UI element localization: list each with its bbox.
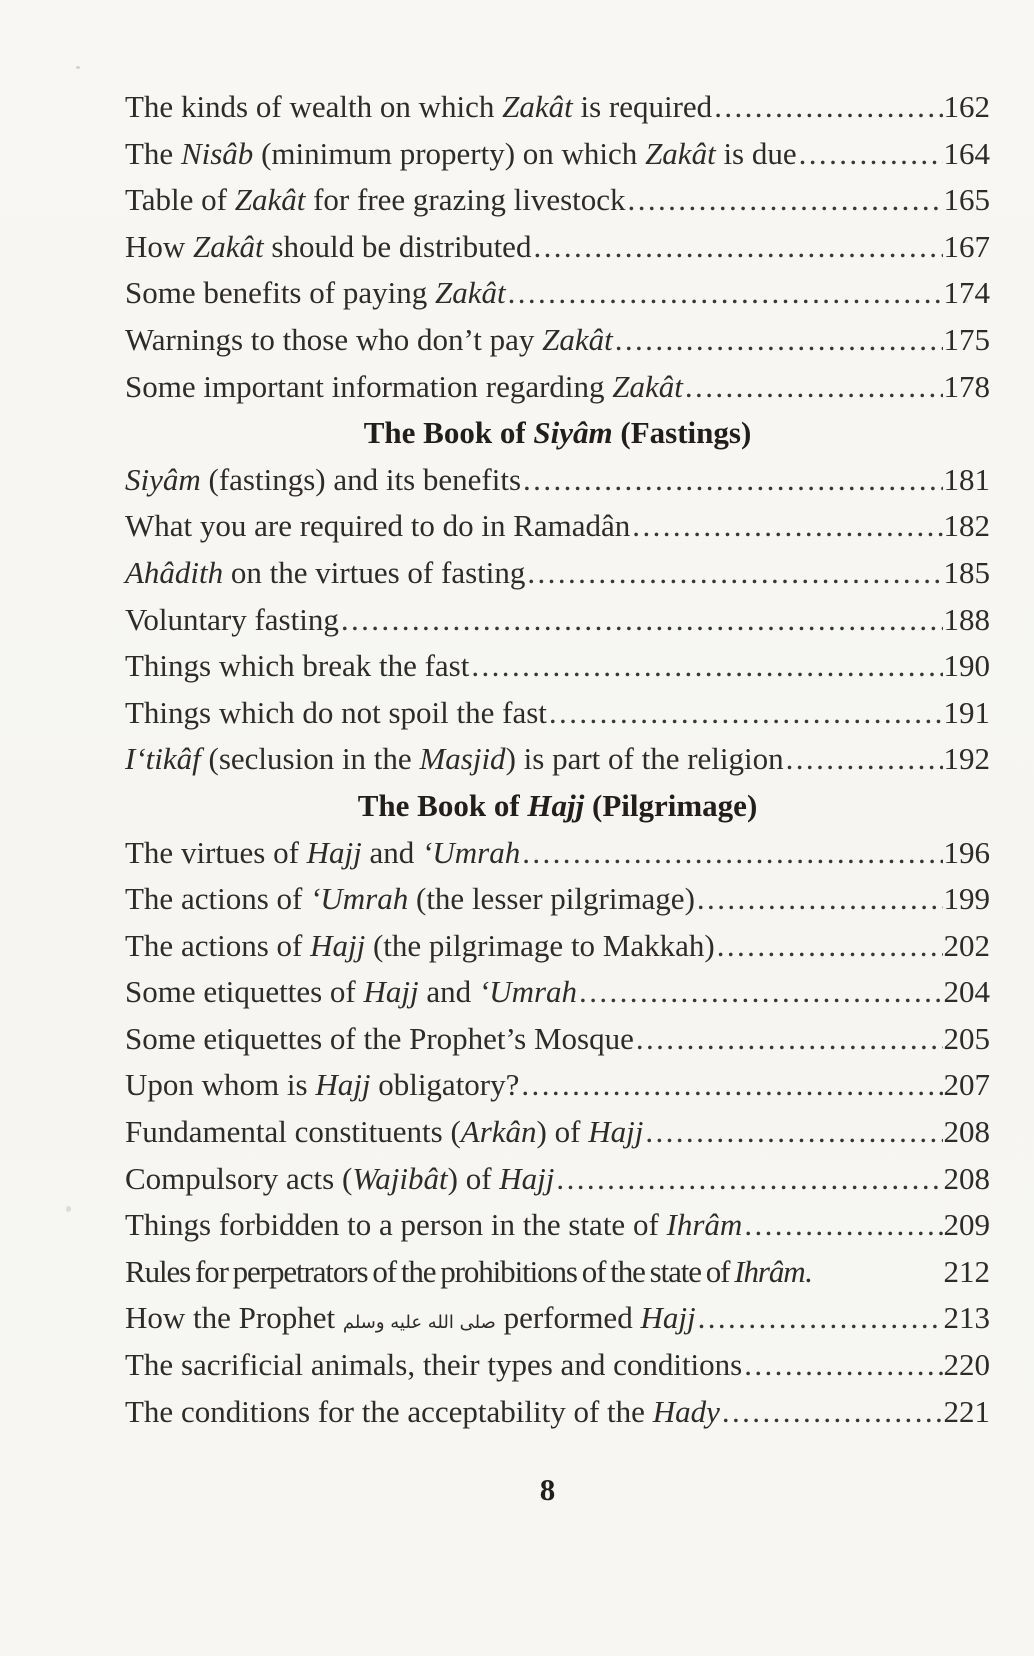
italic-term: Arkân: [460, 1114, 537, 1150]
dot-leader: [697, 876, 943, 923]
toc-entry-page: 202: [943, 927, 990, 963]
toc-entry-title: Siyâm (fastings) and its benefits: [125, 461, 522, 497]
dot-leader: [698, 1295, 943, 1342]
toc-entry: [125, 1016, 990, 1063]
toc-entry: [125, 1156, 990, 1203]
italic-term: Ihrâm: [734, 1253, 805, 1289]
toc-entry: [125, 1249, 990, 1296]
toc-entry-title: Things forbidden to a person in the state of Ihrâm: [125, 1207, 743, 1243]
toc-entry-title: Rules for perpetrators of the prohibitions of the state of Ihrâm.: [125, 1253, 812, 1289]
toc-entry-page: 190: [943, 648, 990, 684]
toc-entry: [125, 224, 990, 271]
toc-entry-page: 164: [943, 135, 990, 171]
dot-leader: [685, 364, 943, 411]
toc-entry-page: 207: [943, 1067, 990, 1103]
dot-leader: [471, 643, 942, 690]
italic-term: ‘Umrah: [422, 834, 521, 870]
italic-term: Zakât: [434, 275, 506, 311]
toc-entry-title: Things which do not spoil the fast: [125, 694, 547, 730]
dot-leader: [521, 1062, 942, 1109]
italic-term: Zakât: [645, 135, 716, 171]
toc-entry-title: I‘tikâf (seclusion in the Masjid) is part of the religion: [125, 741, 784, 777]
dot-leader: [744, 1342, 942, 1389]
scan-artifact: [66, 1206, 71, 1212]
toc-entry-page: 162: [943, 89, 990, 124]
toc-entry: [125, 969, 990, 1016]
dot-leader: [786, 736, 943, 783]
toc-entry: [125, 131, 990, 178]
dot-leader: [645, 1109, 942, 1156]
dot-leader: [636, 1016, 943, 1063]
dot-leader: [615, 317, 943, 364]
toc-entry-page: 182: [943, 508, 990, 544]
toc-entry-page: 175: [943, 321, 990, 357]
italic-term: Hajj: [315, 1067, 371, 1103]
italic-term: Hajj: [306, 834, 362, 870]
toc-entry-title: The conditions for the acceptability of the Hady: [125, 1393, 720, 1429]
dot-leader: [799, 131, 943, 178]
toc-entry: [125, 643, 990, 690]
toc-entry-page: 213: [943, 1300, 990, 1336]
dot-leader: [522, 830, 942, 877]
toc-entry-title: Some etiquettes of Hajj and ‘Umrah: [125, 974, 578, 1010]
toc-entry: [125, 690, 990, 737]
toc-entry-page: 192: [943, 741, 990, 777]
toc-entry: [125, 1202, 990, 1249]
toc-entry-page: 221: [943, 1393, 990, 1429]
italic-term: Hajj: [640, 1300, 696, 1336]
toc-entry-title: Upon whom is Hajj obligatory?: [125, 1067, 520, 1103]
italic-term: Hajj: [310, 927, 366, 963]
toc-entry-page: 185: [943, 554, 990, 590]
italic-term: Siyâm: [533, 415, 613, 451]
dot-leader: [722, 1389, 943, 1436]
dot-leader: [508, 270, 943, 317]
toc-entry-page: 208: [943, 1114, 990, 1150]
toc-entry-title: Compulsory acts (Wajibât) of Hajj: [125, 1160, 555, 1196]
toc-entry: [125, 597, 990, 644]
toc-entry: [125, 1342, 990, 1389]
toc-entry: [125, 457, 990, 504]
toc-entry: [125, 177, 990, 224]
dot-leader: [628, 177, 943, 224]
toc-entry: [125, 1389, 990, 1436]
toc-entry-title: Table of Zakât for free grazing livestock: [125, 182, 626, 218]
dot-leader: [533, 224, 942, 271]
page-number: 8: [539, 1472, 556, 1507]
toc-entry: [125, 1062, 990, 1109]
toc-entry-title: The kinds of wealth on which Zakât is required: [125, 89, 713, 124]
toc-entry-page: 167: [943, 228, 990, 264]
italic-term: Zakât: [502, 89, 573, 124]
toc-entry-page: 208: [943, 1160, 990, 1196]
toc-entry-title: How Zakât should be distributed: [125, 228, 532, 264]
toc-section-heading: The Book of Hajj (Pilgrimage): [357, 787, 758, 823]
toc-entry-page: 212: [943, 1253, 990, 1289]
scan-artifact: [76, 66, 80, 69]
toc-entry: [125, 736, 990, 783]
italic-term: Hajj: [499, 1160, 555, 1196]
toc-entry-page: 174: [943, 275, 990, 311]
toc-entry-title: The actions of ‘Umrah (the lesser pilgrimage): [125, 881, 695, 917]
toc-entry: [125, 550, 990, 597]
toc-entry-page: 178: [943, 368, 990, 404]
toc-entry-title: Warnings to those who don’t pay Zakât: [125, 321, 613, 357]
toc-entry-title: Ahâdith on the virtues of fasting: [125, 554, 526, 590]
toc-entry-page: 220: [943, 1347, 990, 1383]
italic-term: Hajj: [527, 787, 585, 823]
italic-term: Hajj: [363, 974, 419, 1010]
dot-leader: [714, 84, 942, 131]
dot-leader: [549, 690, 943, 737]
toc-entry-title: Fundamental constituents (Arkân) of Hajj: [125, 1114, 644, 1150]
dot-leader: [341, 597, 943, 644]
italic-term: Hady: [652, 1393, 720, 1429]
toc-entry: [125, 923, 990, 970]
arabic-honorific: صلى الله عليه وسلم: [342, 1312, 496, 1334]
toc-entry-page: 205: [943, 1020, 990, 1056]
italic-term: Nisâb: [180, 135, 254, 171]
table-of-contents: [125, 84, 990, 1435]
italic-term: I‘tikâf: [125, 741, 201, 777]
toc-entry-page: 165: [943, 182, 990, 218]
italic-term: Wajibât: [352, 1160, 448, 1196]
toc-entry-page: 181: [943, 461, 990, 497]
toc-entry-title: The Nisâb (minimum property) on which Zakât is due: [125, 135, 797, 171]
italic-term: Ahâdith: [125, 554, 224, 590]
toc-entry: [125, 270, 990, 317]
italic-term: Masjid: [419, 741, 506, 777]
italic-term: Hajj: [588, 1114, 644, 1150]
toc-entry-title: Things which break the fast: [125, 648, 470, 684]
dot-leader: [527, 550, 942, 597]
dot-leader: [523, 457, 942, 504]
toc-entry-page: 191: [943, 694, 990, 730]
dot-leader: [556, 1156, 942, 1203]
dot-leader: [717, 923, 943, 970]
toc-entry-title: Some etiquettes of the Prophet’s Mosque: [125, 1020, 634, 1056]
italic-term: Zakât: [542, 321, 613, 357]
toc-entry: [125, 317, 990, 364]
toc-entry-title: Voluntary fasting: [125, 601, 339, 637]
italic-term: Siyâm: [125, 461, 201, 497]
toc-entry-title: The virtues of Hajj and ‘Umrah: [125, 834, 521, 870]
dot-leader: [744, 1202, 942, 1249]
toc-entry-title: What you are required to do in Ramadân: [125, 508, 631, 544]
toc-entry: [125, 84, 990, 131]
italic-term: Zakât: [612, 368, 683, 404]
italic-term: ‘Umrah: [310, 881, 409, 917]
toc-entry-title: The sacrificial animals, their types and conditions: [125, 1347, 743, 1383]
italic-term: ‘Umrah: [478, 974, 578, 1010]
toc-entry: [125, 830, 990, 877]
toc-entry: [125, 503, 990, 550]
italic-term: Zakât: [193, 228, 264, 264]
toc-entry-page: 196: [943, 834, 990, 870]
toc-entry-title: The actions of Hajj (the pilgrimage to Makkah): [125, 927, 715, 963]
toc-entry: [125, 1295, 990, 1342]
toc-entry-page: 209: [943, 1207, 990, 1243]
toc-entry-page: 199: [943, 881, 990, 917]
dot-leader: [579, 969, 942, 1016]
toc-entry-page: 204: [943, 974, 990, 1010]
toc-entry: [125, 876, 990, 923]
italic-term: Ihrâm: [666, 1207, 743, 1243]
toc-entry-title: Some benefits of paying Zakât: [125, 275, 506, 311]
toc-entry-page: 188: [943, 601, 990, 637]
toc-entry-title: How the Prophet صلى الله عليه وسلم performed Hajj: [125, 1300, 696, 1336]
italic-term: Zakât: [234, 182, 306, 218]
toc-section-heading: The Book of Siyâm (Fastings): [363, 415, 752, 451]
toc-entry: [125, 364, 990, 411]
dot-leader: [632, 503, 942, 550]
toc-entry: [125, 1109, 990, 1156]
toc-entry-title: Some important information regarding Zakât: [125, 368, 683, 404]
